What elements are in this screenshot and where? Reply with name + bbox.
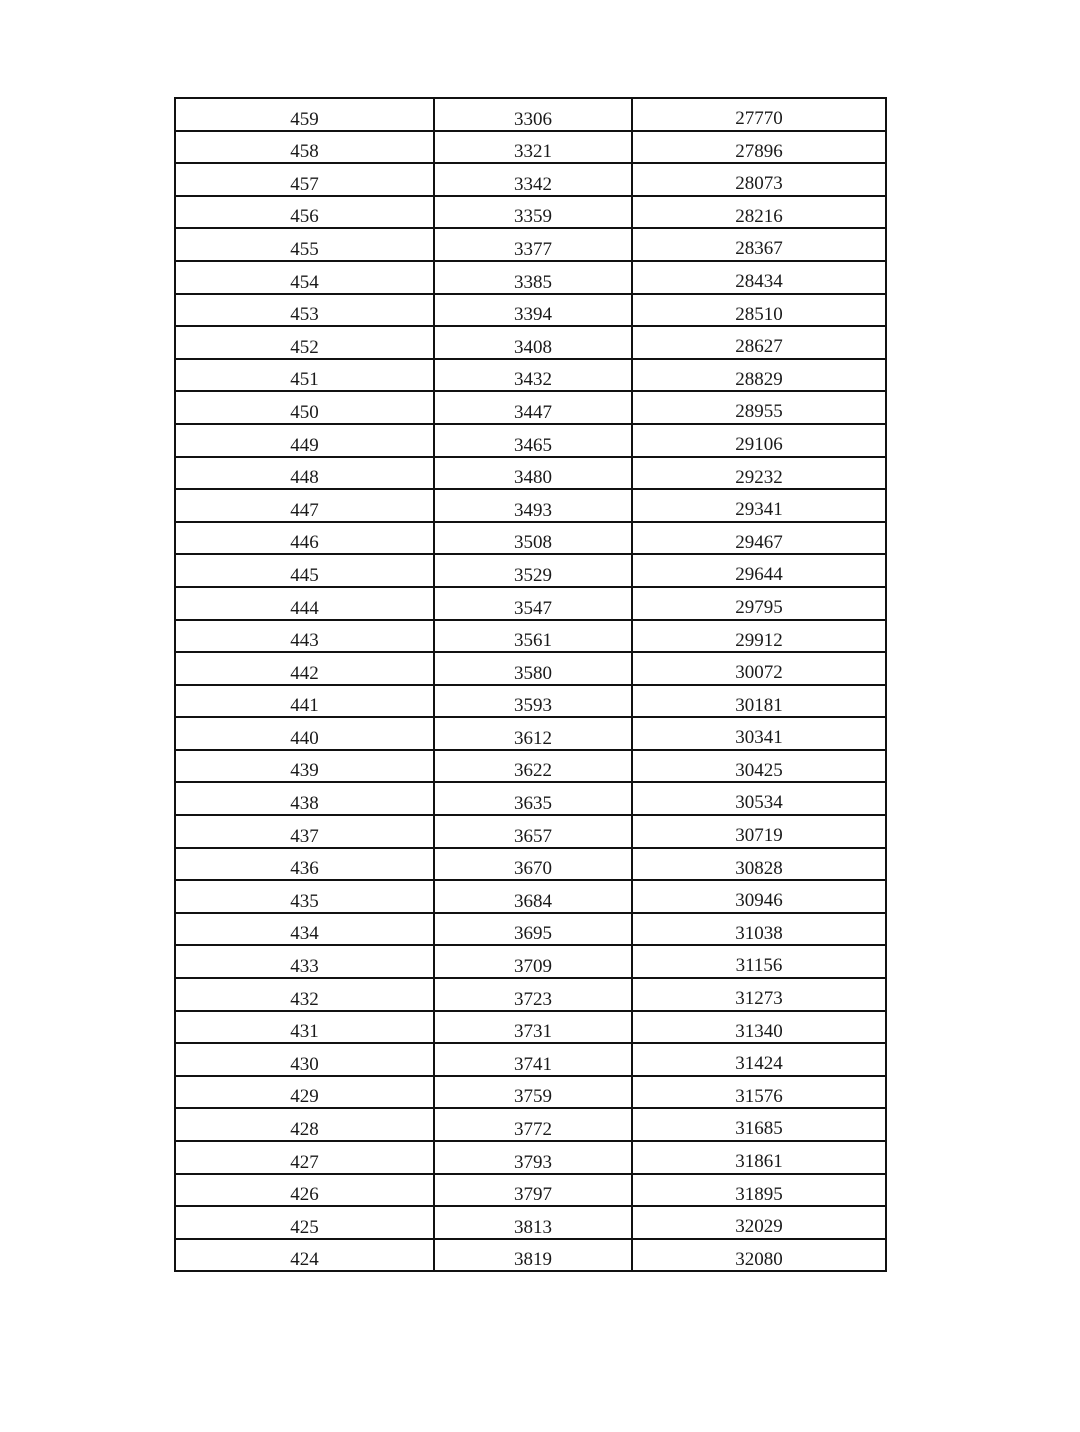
score-cell: 455 (175, 228, 434, 261)
cumulative-cell: 28627 (632, 326, 886, 359)
count-cell: 3580 (434, 652, 632, 685)
table-row (175, 261, 886, 294)
score-cell: 437 (175, 815, 434, 848)
cumulative-cell: 31038 (632, 913, 886, 946)
table-row (175, 685, 886, 718)
score-cell: 435 (175, 880, 434, 913)
count-cell: 3432 (434, 359, 632, 392)
cumulative-cell: 31156 (632, 945, 886, 978)
count-cell: 3670 (434, 848, 632, 881)
table-row (175, 717, 886, 750)
score-cell: 433 (175, 945, 434, 978)
table-row (175, 1174, 886, 1207)
count-cell: 3684 (434, 880, 632, 913)
table-row (175, 196, 886, 229)
table-row (175, 1141, 886, 1174)
cumulative-cell: 29232 (632, 457, 886, 490)
count-cell: 3493 (434, 489, 632, 522)
table-row (175, 457, 886, 490)
score-cell: 430 (175, 1043, 434, 1076)
count-cell: 3723 (434, 978, 632, 1011)
cumulative-cell: 28829 (632, 359, 886, 392)
count-cell: 3561 (434, 620, 632, 653)
table-row (175, 424, 886, 457)
score-cell: 459 (175, 98, 434, 131)
cumulative-cell: 30341 (632, 717, 886, 750)
count-cell: 3731 (434, 1011, 632, 1044)
table-row (175, 782, 886, 815)
cumulative-cell: 32080 (632, 1239, 886, 1272)
cumulative-cell: 30946 (632, 880, 886, 913)
score-cell: 456 (175, 196, 434, 229)
table-row (175, 554, 886, 587)
count-cell: 3657 (434, 815, 632, 848)
cumulative-cell: 31895 (632, 1174, 886, 1207)
table-row (175, 815, 886, 848)
count-cell: 3321 (434, 131, 632, 164)
score-cell: 451 (175, 359, 434, 392)
count-cell: 3593 (434, 685, 632, 718)
count-cell: 3547 (434, 587, 632, 620)
score-cell: 424 (175, 1239, 434, 1272)
count-cell: 3772 (434, 1108, 632, 1141)
score-cell: 436 (175, 848, 434, 881)
score-cell: 442 (175, 652, 434, 685)
count-cell: 3709 (434, 945, 632, 978)
cumulative-cell: 31861 (632, 1141, 886, 1174)
cumulative-cell: 30719 (632, 815, 886, 848)
score-cell: 426 (175, 1174, 434, 1207)
score-cell: 446 (175, 522, 434, 555)
score-cell: 432 (175, 978, 434, 1011)
count-cell: 3394 (434, 294, 632, 327)
score-cell: 443 (175, 620, 434, 653)
table-row (175, 1108, 886, 1141)
score-cell: 453 (175, 294, 434, 327)
table-row (175, 587, 886, 620)
cumulative-cell: 29912 (632, 620, 886, 653)
score-cell: 427 (175, 1141, 434, 1174)
table-row (175, 326, 886, 359)
table-row (175, 620, 886, 653)
score-cell: 458 (175, 131, 434, 164)
score-cell: 431 (175, 1011, 434, 1044)
table-row (175, 913, 886, 946)
table-row (175, 1239, 886, 1272)
cumulative-cell: 29341 (632, 489, 886, 522)
count-cell: 3408 (434, 326, 632, 359)
table-row (175, 294, 886, 327)
count-cell: 3797 (434, 1174, 632, 1207)
table-row (175, 848, 886, 881)
table-row (175, 131, 886, 164)
score-cell: 449 (175, 424, 434, 457)
count-cell: 3635 (434, 782, 632, 815)
cumulative-cell: 30181 (632, 685, 886, 718)
cumulative-cell: 27770 (632, 98, 886, 131)
count-cell: 3508 (434, 522, 632, 555)
score-cell: 447 (175, 489, 434, 522)
cumulative-cell: 30425 (632, 750, 886, 783)
count-cell: 3529 (434, 554, 632, 587)
cumulative-cell: 30828 (632, 848, 886, 881)
score-cell: 434 (175, 913, 434, 946)
table-row (175, 1206, 886, 1239)
table-row (175, 359, 886, 392)
cumulative-cell: 28510 (632, 294, 886, 327)
score-cell: 439 (175, 750, 434, 783)
count-cell: 3342 (434, 163, 632, 196)
table-row (175, 1076, 886, 1109)
count-cell: 3480 (434, 457, 632, 490)
count-cell: 3819 (434, 1239, 632, 1272)
count-cell: 3377 (434, 228, 632, 261)
cumulative-cell: 31576 (632, 1076, 886, 1109)
count-cell: 3759 (434, 1076, 632, 1109)
count-cell: 3465 (434, 424, 632, 457)
cumulative-cell: 28367 (632, 228, 886, 261)
table-row (175, 522, 886, 555)
score-cell: 444 (175, 587, 434, 620)
count-cell: 3359 (434, 196, 632, 229)
score-cell: 438 (175, 782, 434, 815)
score-cell: 429 (175, 1076, 434, 1109)
count-cell: 3741 (434, 1043, 632, 1076)
count-cell: 3447 (434, 391, 632, 424)
cumulative-cell: 30072 (632, 652, 886, 685)
table-row (175, 163, 886, 196)
score-cell: 452 (175, 326, 434, 359)
table-row (175, 978, 886, 1011)
cumulative-cell: 29467 (632, 522, 886, 555)
table-row (175, 98, 886, 131)
score-cell: 440 (175, 717, 434, 750)
cumulative-cell: 29795 (632, 587, 886, 620)
count-cell: 3622 (434, 750, 632, 783)
cumulative-cell: 32029 (632, 1206, 886, 1239)
table-row (175, 489, 886, 522)
table-row (175, 228, 886, 261)
cumulative-cell: 29106 (632, 424, 886, 457)
score-table-body (175, 98, 886, 1271)
cumulative-cell: 28216 (632, 196, 886, 229)
count-cell: 3612 (434, 717, 632, 750)
cumulative-cell: 28434 (632, 261, 886, 294)
score-cell: 457 (175, 163, 434, 196)
table-row (175, 945, 886, 978)
cumulative-cell: 29644 (632, 554, 886, 587)
table-row (175, 1043, 886, 1076)
cumulative-cell: 31340 (632, 1011, 886, 1044)
score-cell: 450 (175, 391, 434, 424)
table-row (175, 750, 886, 783)
cumulative-cell: 30534 (632, 782, 886, 815)
cumulative-cell: 31685 (632, 1108, 886, 1141)
cumulative-cell: 31424 (632, 1043, 886, 1076)
cumulative-cell: 27896 (632, 131, 886, 164)
table-row (175, 652, 886, 685)
score-cell: 448 (175, 457, 434, 490)
cumulative-cell: 28073 (632, 163, 886, 196)
count-cell: 3695 (434, 913, 632, 946)
score-cell: 445 (175, 554, 434, 587)
table-row (175, 391, 886, 424)
count-cell: 3793 (434, 1141, 632, 1174)
cumulative-cell: 28955 (632, 391, 886, 424)
score-cell: 454 (175, 261, 434, 294)
cumulative-cell: 31273 (632, 978, 886, 1011)
count-cell: 3813 (434, 1206, 632, 1239)
score-table (174, 97, 887, 1272)
score-cell: 425 (175, 1206, 434, 1239)
count-cell: 3306 (434, 98, 632, 131)
table-row (175, 880, 886, 913)
score-cell: 428 (175, 1108, 434, 1141)
score-cell: 441 (175, 685, 434, 718)
count-cell: 3385 (434, 261, 632, 294)
table-row (175, 1011, 886, 1044)
